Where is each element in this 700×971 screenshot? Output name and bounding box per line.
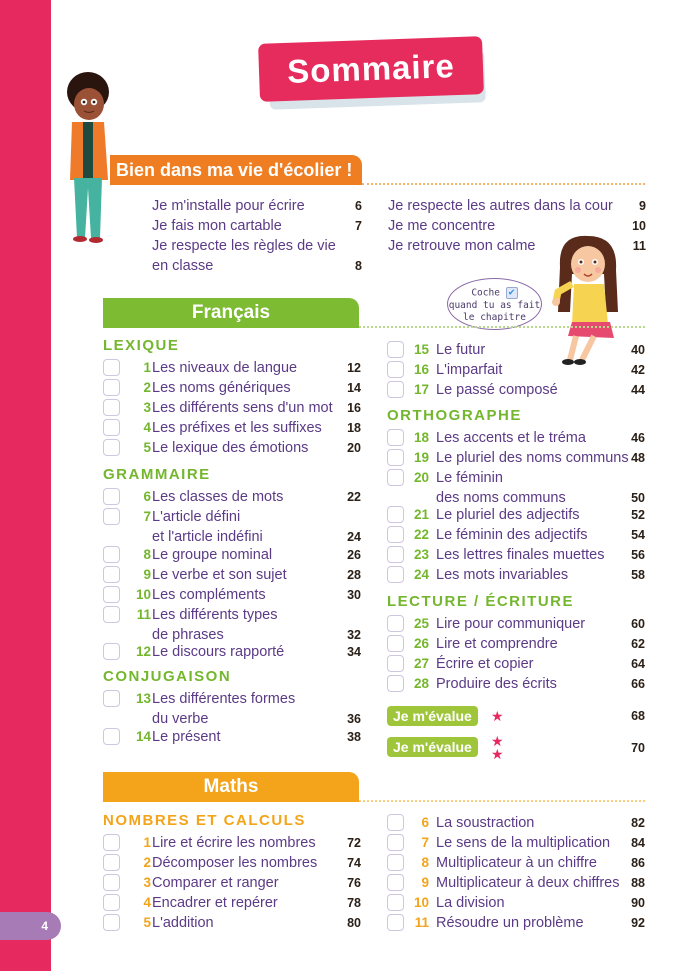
item-label: Les niveaux de langue bbox=[152, 360, 298, 376]
toc-item[interactable] bbox=[103, 545, 363, 565]
checkbox[interactable] bbox=[103, 379, 120, 396]
item-number: 4 bbox=[143, 895, 151, 910]
checkbox[interactable] bbox=[103, 914, 120, 931]
item-label: Le futur bbox=[436, 342, 486, 358]
star-icon: ★ bbox=[491, 708, 504, 724]
toc-item[interactable] bbox=[152, 216, 362, 236]
category-lexique: LEXIQUE bbox=[103, 337, 180, 354]
item-number: 2 bbox=[143, 380, 151, 395]
checkbox[interactable] bbox=[103, 359, 120, 376]
item-page: 18 bbox=[347, 421, 361, 435]
star-icon: ★ bbox=[491, 746, 504, 762]
toc-item[interactable] bbox=[152, 236, 362, 276]
toc-item[interactable] bbox=[387, 565, 647, 585]
section-divider bbox=[362, 183, 645, 185]
item-number: 7 bbox=[421, 835, 429, 850]
item-page: 32 bbox=[347, 628, 361, 642]
toc-item[interactable] bbox=[103, 507, 363, 547]
item-label: Les mots invariables bbox=[436, 567, 569, 583]
item-label: Les différentes formes bbox=[152, 691, 296, 707]
item-number: 7 bbox=[143, 509, 151, 524]
item-label: Le passé composé bbox=[436, 382, 558, 398]
item-label: Le verbe et son sujet bbox=[152, 567, 287, 583]
category-grammaire: GRAMMAIRE bbox=[103, 466, 211, 483]
checkbox[interactable] bbox=[103, 439, 120, 456]
item-page: 44 bbox=[631, 383, 645, 397]
item-label: Les noms génériques bbox=[152, 380, 291, 396]
item-label: Le féminin bbox=[436, 470, 503, 486]
checkbox[interactable] bbox=[103, 643, 120, 660]
item-number: 12 bbox=[135, 644, 151, 659]
checkbox[interactable] bbox=[103, 546, 120, 563]
item-number: 13 bbox=[135, 691, 151, 706]
category-conjugaison: CONJUGAISON bbox=[103, 668, 232, 685]
item-number: 4 bbox=[143, 420, 151, 435]
item-page: 22 bbox=[347, 490, 361, 504]
toc-item[interactable] bbox=[387, 380, 647, 400]
item-number: 19 bbox=[413, 450, 429, 465]
item-label: Les préfixes et les suffixes bbox=[152, 420, 322, 436]
section-header-bien-dans-ma-vie bbox=[110, 155, 362, 185]
item-label: Je respecte les règles de vie bbox=[152, 238, 336, 254]
toc-item[interactable] bbox=[387, 853, 647, 873]
toc-item[interactable] bbox=[387, 505, 647, 525]
evaluate-badge: Je m'évalue bbox=[387, 706, 478, 726]
item-page: 36 bbox=[347, 712, 361, 726]
item-page: 90 bbox=[631, 896, 645, 910]
item-number: 11 bbox=[136, 607, 151, 622]
item-page: 62 bbox=[631, 637, 645, 651]
toc-item[interactable] bbox=[103, 585, 363, 605]
checkbox[interactable] bbox=[103, 894, 120, 911]
item-page: 80 bbox=[347, 916, 361, 930]
item-label: Le groupe nominal bbox=[152, 547, 273, 563]
toc-item[interactable] bbox=[388, 216, 646, 236]
item-number: 18 bbox=[413, 430, 429, 445]
item-page: 66 bbox=[631, 677, 645, 691]
checkbox[interactable] bbox=[103, 586, 120, 603]
item-page: 38 bbox=[347, 730, 361, 744]
checkbox[interactable] bbox=[103, 728, 120, 745]
section-header-francais bbox=[103, 298, 359, 328]
item-page: 52 bbox=[631, 508, 645, 522]
item-number: 2 bbox=[143, 855, 151, 870]
speech-bubble bbox=[447, 278, 542, 330]
checkbox[interactable] bbox=[103, 690, 120, 707]
item-label: Les compléments bbox=[152, 587, 266, 603]
item-label: Le pluriel des noms communs bbox=[436, 450, 629, 466]
item-page: 88 bbox=[631, 876, 645, 890]
item-number: 27 bbox=[413, 656, 429, 671]
item-label: Lire et écrire les nombres bbox=[152, 835, 316, 851]
evaluation-item[interactable] bbox=[387, 706, 647, 728]
item-page: 72 bbox=[347, 836, 361, 850]
item-label: Comparer et ranger bbox=[152, 875, 279, 891]
item-number: 11 bbox=[414, 915, 429, 930]
item-number: 9 bbox=[421, 875, 429, 890]
toc-item[interactable] bbox=[387, 913, 647, 933]
toc-item[interactable] bbox=[387, 340, 647, 360]
item-label: Résoudre un problème bbox=[436, 915, 584, 931]
checkbox[interactable] bbox=[103, 606, 120, 623]
item-number: 14 bbox=[135, 729, 151, 744]
item-page: 68 bbox=[631, 709, 645, 723]
toc-item[interactable] bbox=[387, 674, 647, 694]
category-nombres-et-calculs: NOMBRES ET CALCULS bbox=[103, 812, 306, 829]
toc-item[interactable] bbox=[387, 448, 647, 468]
item-number: 10 bbox=[413, 895, 429, 910]
item-label: Les différents types bbox=[152, 607, 278, 623]
checked-box-icon: ✔ bbox=[506, 287, 518, 299]
checkbox[interactable] bbox=[103, 566, 120, 583]
item-page: 11 bbox=[632, 239, 646, 253]
item-page: 28 bbox=[347, 568, 361, 582]
toc-item[interactable] bbox=[387, 813, 647, 833]
toc-item[interactable] bbox=[103, 378, 363, 398]
item-page: 24 bbox=[347, 530, 361, 544]
item-label-cont: de phrases bbox=[152, 627, 224, 643]
item-label: Multiplicateur à un chiffre bbox=[436, 855, 597, 871]
bubble-line-1: Coche bbox=[471, 287, 500, 299]
item-label: Le pluriel des adjectifs bbox=[436, 507, 580, 523]
item-label: Les classes de mots bbox=[152, 489, 284, 505]
item-label: Je m'installe pour écrire bbox=[152, 198, 305, 214]
item-label: Le discours rapporté bbox=[152, 644, 285, 660]
toc-item[interactable] bbox=[387, 428, 647, 448]
item-page: 16 bbox=[347, 401, 361, 415]
item-label: L'addition bbox=[152, 915, 214, 931]
section-divider bbox=[359, 800, 645, 802]
category-lecture-ecriture: LECTURE / ÉCRITURE bbox=[387, 593, 575, 610]
item-page: 76 bbox=[347, 876, 361, 890]
item-number: 28 bbox=[413, 676, 429, 691]
item-page: 56 bbox=[631, 548, 645, 562]
page-number: 4 bbox=[41, 919, 48, 933]
toc-item[interactable] bbox=[103, 398, 363, 418]
item-page: 34 bbox=[347, 645, 361, 659]
toc-item[interactable] bbox=[103, 487, 363, 507]
item-number: 8 bbox=[421, 855, 429, 870]
bubble-line-3: le chapitre bbox=[463, 311, 526, 323]
item-number: 17 bbox=[413, 382, 429, 397]
toc-item[interactable] bbox=[387, 833, 647, 853]
item-page: 46 bbox=[631, 431, 645, 445]
section-header-maths bbox=[103, 772, 359, 802]
item-label: Lire et comprendre bbox=[436, 636, 558, 652]
item-page: 84 bbox=[631, 836, 645, 850]
item-page: 58 bbox=[631, 568, 645, 582]
section-divider bbox=[359, 326, 645, 328]
item-page: 8 bbox=[355, 259, 362, 273]
item-label: Je retrouve mon calme bbox=[388, 238, 536, 254]
item-label-cont: du verbe bbox=[152, 711, 209, 727]
section-title: Français bbox=[191, 302, 271, 323]
item-page: 48 bbox=[631, 451, 645, 465]
item-label: L'imparfait bbox=[436, 362, 503, 378]
item-number: 22 bbox=[413, 527, 429, 542]
item-label: Je me concentre bbox=[388, 218, 496, 234]
evaluate-badge: Je m'évalue bbox=[387, 737, 478, 757]
star-icon: ★ bbox=[491, 733, 504, 749]
item-label: Je fais mon cartable bbox=[152, 218, 282, 234]
item-label: Le féminin des adjectifs bbox=[436, 527, 588, 543]
item-label-cont: des noms communs bbox=[436, 490, 566, 506]
item-label: Écrire et copier bbox=[436, 656, 534, 672]
toc-item[interactable] bbox=[152, 196, 362, 216]
toc-item[interactable] bbox=[387, 468, 647, 508]
item-number: 16 bbox=[413, 362, 429, 377]
item-number: 5 bbox=[143, 915, 151, 930]
item-label: Les accents et le tréma bbox=[436, 430, 586, 446]
item-page: 30 bbox=[347, 588, 361, 602]
toc-item[interactable] bbox=[103, 438, 363, 458]
item-number: 25 bbox=[413, 616, 429, 631]
item-page: 40 bbox=[631, 343, 645, 357]
item-label: Le lexique des émotions bbox=[152, 440, 309, 456]
item-page: 12 bbox=[347, 361, 361, 375]
evaluation-item[interactable] bbox=[387, 733, 647, 762]
item-label: L'article défini bbox=[152, 509, 241, 525]
item-page: 54 bbox=[631, 528, 645, 542]
item-label: Lire pour communiquer bbox=[436, 616, 586, 632]
item-label: Produire des écrits bbox=[436, 676, 557, 692]
item-page: 26 bbox=[347, 548, 361, 562]
checkbox[interactable] bbox=[103, 508, 120, 525]
item-number: 15 bbox=[413, 342, 429, 357]
item-label-cont: et l'article indéfini bbox=[152, 529, 263, 545]
item-label: Les lettres finales muettes bbox=[436, 547, 605, 563]
item-label: Multiplicateur à deux chiffres bbox=[436, 875, 620, 891]
page-number-tab bbox=[0, 912, 61, 940]
toc-item[interactable] bbox=[387, 634, 647, 654]
toc-item[interactable] bbox=[103, 565, 363, 585]
item-page: 70 bbox=[631, 741, 645, 755]
item-page: 86 bbox=[631, 856, 645, 870]
item-page: 14 bbox=[347, 381, 361, 395]
item-page: 64 bbox=[631, 657, 645, 671]
item-label: Décomposer les nombres bbox=[152, 855, 318, 871]
checkbox[interactable] bbox=[103, 874, 120, 891]
item-number: 9 bbox=[143, 567, 151, 582]
page-title-banner bbox=[259, 40, 487, 106]
item-page: 82 bbox=[631, 816, 645, 830]
toc-item[interactable] bbox=[103, 727, 363, 747]
item-label: Encadrer et repérer bbox=[152, 895, 278, 911]
toc-item[interactable] bbox=[103, 893, 363, 913]
item-number: 1 bbox=[143, 835, 151, 850]
item-page: 50 bbox=[631, 491, 645, 505]
item-number: 1 bbox=[143, 360, 151, 375]
item-number: 20 bbox=[413, 470, 429, 485]
item-number: 10 bbox=[135, 587, 151, 602]
section-title: Maths bbox=[203, 776, 259, 797]
toc-item[interactable] bbox=[387, 873, 647, 893]
item-number: 8 bbox=[143, 547, 151, 562]
item-label: Je respecte les autres dans la cour bbox=[388, 198, 613, 214]
item-page: 92 bbox=[631, 916, 645, 930]
checkbox[interactable] bbox=[103, 399, 120, 416]
item-page: 60 bbox=[631, 617, 645, 631]
checkbox[interactable] bbox=[103, 834, 120, 851]
item-page: 6 bbox=[355, 199, 362, 213]
toc-item[interactable] bbox=[103, 358, 363, 378]
bubble-line-2: quand tu as fait bbox=[448, 299, 541, 311]
item-label: Le sens de la multiplication bbox=[436, 835, 611, 851]
section-title: Bien dans ma vie d'écolier ! bbox=[116, 159, 353, 180]
toc-item[interactable] bbox=[103, 605, 363, 645]
item-page: 78 bbox=[347, 896, 361, 910]
item-number: 26 bbox=[413, 636, 429, 651]
toc-item[interactable] bbox=[387, 525, 647, 545]
item-number: 6 bbox=[143, 489, 151, 504]
checkbox[interactable] bbox=[103, 854, 120, 871]
item-page: 20 bbox=[347, 441, 361, 455]
toc-item[interactable] bbox=[103, 689, 363, 729]
item-page: 7 bbox=[355, 219, 362, 233]
boy-illustration-icon bbox=[58, 70, 118, 245]
toc-item[interactable] bbox=[103, 418, 363, 438]
item-page: 9 bbox=[639, 199, 646, 213]
toc-item[interactable] bbox=[387, 360, 647, 380]
toc-item[interactable] bbox=[388, 236, 646, 256]
item-number: 6 bbox=[421, 815, 429, 830]
checkbox[interactable] bbox=[103, 488, 120, 505]
item-label: La soustraction bbox=[436, 815, 535, 831]
page-margin-band bbox=[0, 0, 51, 971]
page-title: Sommaire bbox=[258, 36, 484, 102]
category-orthographe: ORTHOGRAPHE bbox=[387, 407, 522, 424]
item-label: La division bbox=[436, 895, 505, 911]
item-page: 74 bbox=[347, 856, 361, 870]
item-label-cont: en classe bbox=[152, 258, 214, 274]
item-number: 21 bbox=[413, 507, 429, 522]
toc-item[interactable] bbox=[103, 642, 363, 662]
item-page: 10 bbox=[632, 219, 646, 233]
checkbox[interactable] bbox=[103, 419, 120, 436]
toc-item[interactable] bbox=[103, 853, 363, 873]
toc-item[interactable] bbox=[103, 833, 363, 853]
item-page: 42 bbox=[631, 363, 645, 377]
toc-item[interactable] bbox=[387, 893, 647, 913]
toc-item[interactable] bbox=[387, 654, 647, 674]
item-number: 3 bbox=[143, 875, 151, 890]
item-number: 23 bbox=[413, 547, 429, 562]
item-number: 3 bbox=[143, 400, 151, 415]
toc-item[interactable] bbox=[103, 873, 363, 893]
item-number: 5 bbox=[143, 440, 151, 455]
toc-item[interactable] bbox=[388, 196, 646, 216]
item-label: Le présent bbox=[152, 729, 221, 745]
item-number: 24 bbox=[413, 567, 429, 582]
toc-item[interactable] bbox=[387, 614, 647, 634]
toc-item[interactable] bbox=[387, 545, 647, 565]
item-label: Les différents sens d'un mot bbox=[152, 400, 333, 416]
toc-item[interactable] bbox=[103, 913, 363, 933]
